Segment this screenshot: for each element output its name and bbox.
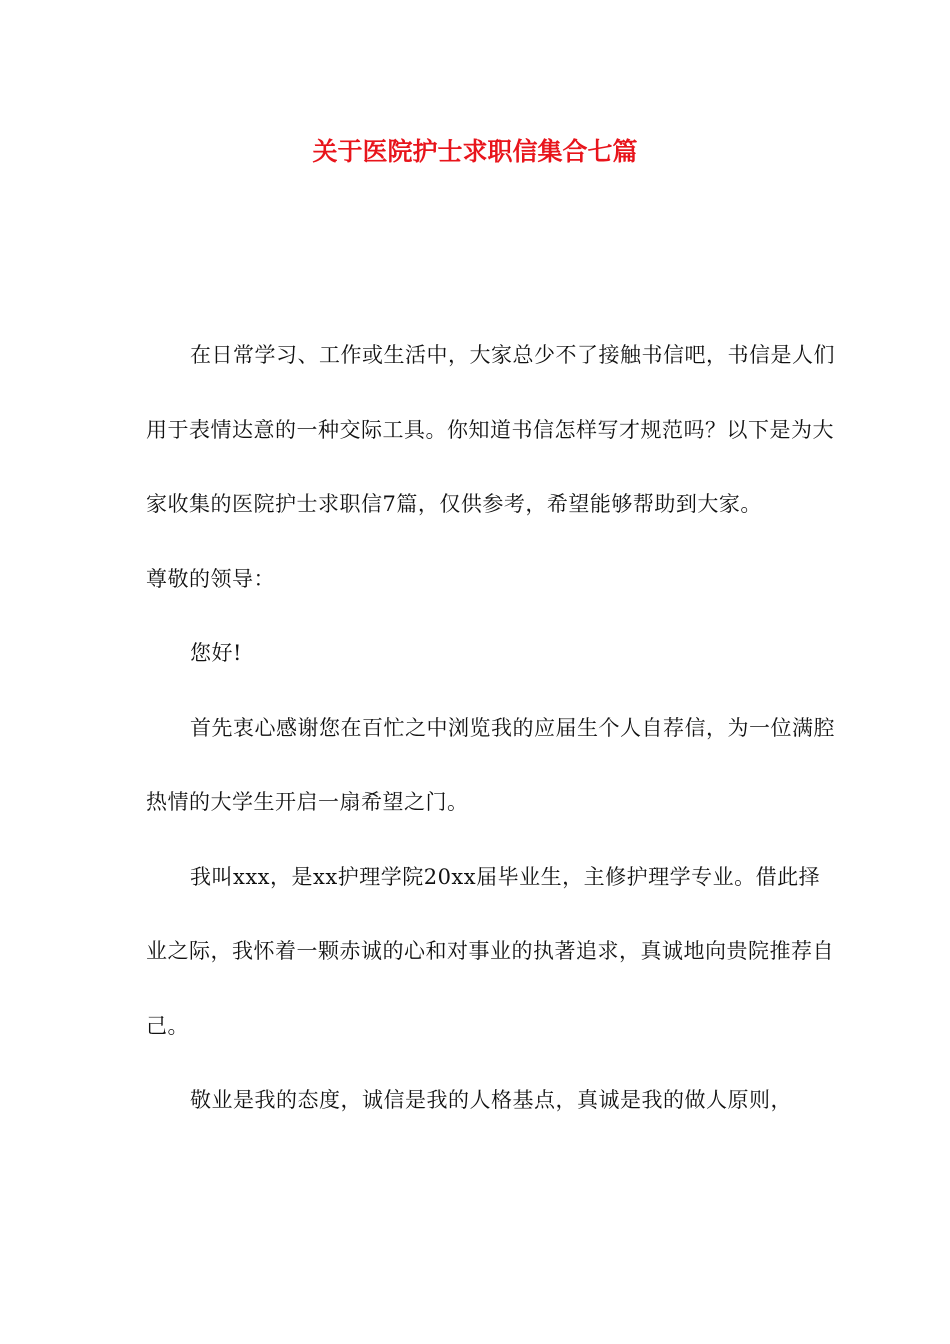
- body-paragraph-attitude: 敬业是我的态度，诚信是我的人格基点，真诚是我的做人原则，: [190, 1088, 792, 1112]
- document-title: 关于医院护士求职信集合七篇: [312, 137, 638, 166]
- body-paragraph-introduction: 我叫xxx，是xx护理学院20xx届毕业生，主修护理学专业。借此择业之际，我怀着一颗赤诚的心和对事业的执著追求，真诚地向贵院推荐自己。: [146, 864, 834, 1038]
- document-body: [146, 318, 836, 1138]
- intro-paragraph: 在日常学习、工作或生活中，大家总少不了接触书信吧，书信是人们用于表情达意的一种交际工具。你知道书信怎样写才规范吗？以下是为大家收集的医院护士求职信7篇，仅供参考，希望能够帮助到大家。: [146, 343, 835, 516]
- body-paragraph-thanks: 首先衷心感谢您在百忙之中浏览我的应届生个人自荐信，为一位满腔热情的大学生开启一扇希望之门。: [146, 715, 835, 814]
- greeting: 您好!: [190, 641, 242, 665]
- salutation: 尊敬的领导：: [146, 566, 275, 591]
